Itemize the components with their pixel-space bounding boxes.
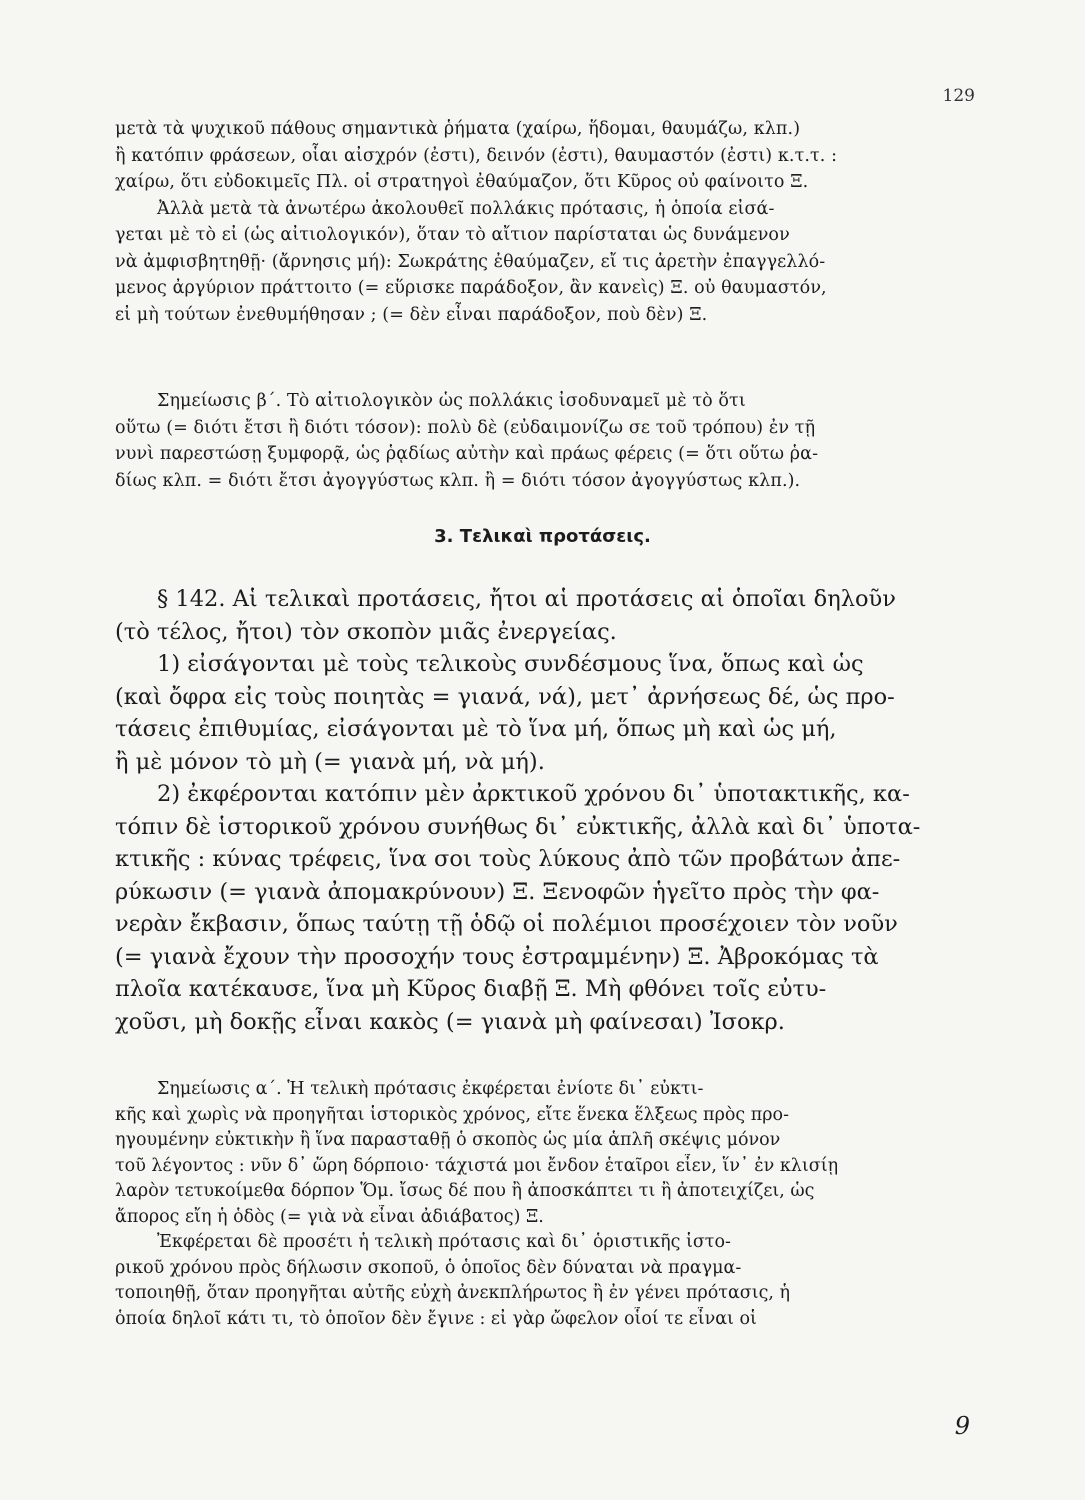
text-line: 1) εἰσάγονται μὲ τοὺς τελικοὺς συνδέσμους ἵνα, ὅπως καὶ ὡς (157, 651, 864, 677)
text-line: ἢ μὲ μόνον τὸ μὴ (= γιανὰ μή, νὰ μή). (115, 748, 545, 775)
text-line: τοποιηθῇ, ὅταν προηγῆται αὐτῆς εὐχὴ ἀνεκπλήρωτος ἢ ἐν γένει πρότασις, ἡ (115, 1283, 791, 1303)
text-line: γεται μὲ τὸ εἰ (ὡς αἰτιολογικόν), ὅταν τὸ αἴτιον παρίσταται ὡς δυνάμενον (115, 225, 790, 245)
page-number: 129 (942, 86, 975, 106)
text-line: χοῦσι, μὴ δοκῇς εἶναι κακὸς (= γιανὰ μὴ φαίνεσαι) Ἰσοκρ. (115, 1008, 785, 1035)
text-line: νερὰν ἔκβασιν, ὅπως ταύτῃ τῇ ὁδῷ οἱ πολέμιοι προσέχοιεν τὸν νοῦν (115, 911, 898, 937)
section-title: 3. Τελικαὶ προτάσεις. (434, 526, 651, 547)
text-line: 2) ἐκφέρονται κατόπιν μὲν ἀρκτικοῦ χρόνου δι᾽ ὑποτακτικῆς, κα- (157, 781, 910, 807)
note-beta (115, 388, 985, 494)
text-line: νὰ ἀμφισβητηθῇ· (ἄρνησις μή): Σωκράτης ἐθαύμαζεν, εἴ τις ἀρετὴν ἐπαγγελλό- (115, 251, 826, 272)
signature-mark: 9 (954, 1412, 970, 1440)
text-line: τάσεις ἐπιθυμίας, εἰσάγονται μὲ τὸ ἵνα μή, ὅπως μὴ καὶ ὡς μή, (115, 716, 837, 742)
text-line: μενος ἀργύριον πράττοιτο (= εὕρισκε παράδοξον, ἂν κανεὶς) Ξ. οὐ θαυμαστόν, (115, 278, 827, 298)
text-line: ρικοῦ χρόνου πρὸς δήλωσιν σκοποῦ, ὁ ὁποῖος δὲν δύναται νὰ πραγμα- (115, 1257, 742, 1278)
text-line: δίως κλπ. = διότι ἔτσι ἀγογγύστως κλπ. ἢ = διότι τόσον ἀγογγύστως κλπ.). (115, 470, 801, 491)
text-line: ηγουμένην εὐκτικὴν ἢ ἵνα παρασταθῇ ὁ σκοπὸς ὡς μία ἁπλῆ σκέψις μόνον (115, 1130, 781, 1150)
text-line: ἄπορος εἴη ἡ ὁδὸς (= γιὰ νὰ εἶναι ἀδιάβατος) Ξ. (115, 1206, 544, 1227)
text-line: τοῦ λέγοντος : νῦν δ᾽ ὥρη δόρποιο· τάχιστά μοι ἔνδον ἑταῖροι εἶεν, ἵν᾽ ἐν κλισίῃ (115, 1155, 839, 1176)
text-line: νυνὶ παρεστώσῃ ξυμφορᾷ, ὡς ῥᾳδίως αὐτὴν καὶ πράως φέρεις (= ὅτι οὕτω ῥα- (115, 444, 819, 464)
text-line: § 142. Αἱ τελικαὶ προτάσεις, ἤτοι αἱ προτάσεις αἱ ὁποῖαι δηλοῦν (157, 586, 896, 612)
text-line: Ἐκφέρεται δὲ προσέτι ἡ τελικὴ πρότασις καὶ δι᾽ ὁριστικῆς ἱστο- (157, 1232, 731, 1252)
text-line: κῆς καὶ χωρὶς νὰ προηγῆται ἱστορικὸς χρόνος, εἴτε ἕνεκα ἕλξεως πρὸς προ- (115, 1104, 789, 1125)
text-line: (= γιανὰ ἔχουν τὴν προσοχήν τους ἐστραμμένην) Ξ. Ἀβροκόμας τὰ (115, 943, 879, 970)
text-line: τόπιν δὲ ἱστορικοῦ χρόνου συνήθως δι᾽ εὐκτικῆς, ἀλλὰ καὶ δι᾽ ὑποτα- (115, 813, 921, 840)
text-line: (τὸ τέλος, ἤτοι) τὸν σκοπὸν μιᾶς ἐνεργείας. (115, 618, 617, 645)
note-alpha (115, 1077, 985, 1332)
text-line: οὕτω (= διότι ἔτσι ἢ διότι τόσον): πολὺ δὲ (εὐδαιμονίζω σε τοῦ τρόπου) ἐν τῇ (115, 417, 816, 438)
text-line: κτικῆς : κύνας τρέφεις, ἵνα σοι τοὺς λύκους ἀπὸ τῶν προβάτων ἀπε- (115, 846, 901, 872)
text-line: πλοῖα κατέκαυσε, ἵνα μὴ Κῦρος διαβῇ Ξ. Μὴ φθόνει τοῖς εὐτυ- (115, 976, 827, 1002)
text-line: εἰ μὴ τούτων ἐνεθυμήθησαν ; (= δὲν εἶναι παράδοξον, ποὺ δὲν) Ξ. (115, 304, 708, 325)
text-line: ὁποία δηλοῖ κάτι τι, τὸ ὁποῖον δὲν ἔγινε : εἰ γὰρ ὤφελον οἷοί τε εἶναι οἱ (115, 1308, 757, 1329)
text-line: ἢ κατόπιν φράσεων, οἷαι αἰσχρόν (ἐστι), δεινόν (ἐστι), θαυμαστόν (ἐστι) κ.τ.τ. : (115, 145, 838, 166)
text-line: ρύκωσιν (= γιανὰ ἀπομακρύνουν) Ξ. Ξενοφῶν ἡγεῖτο πρὸς τὴν φα- (115, 878, 880, 905)
text-line: χαίρω, ὅτι εὐδοκιμεῖς Πλ. οἱ στρατηγοὶ ἐθαύμαζον, ὅτι Κῦρος οὐ φαίνοιτο Ξ. (115, 172, 809, 192)
text-line: λαρὸν τετυκοίμεθα δόρπον Ὅμ. ἴσως δέ που ἢ ἀποσκάπτει τι ἢ ἀποτειχίζει, ὡς (115, 1181, 815, 1201)
text-line: Σημείωσις α΄. Ἡ τελικὴ πρότασις ἐκφέρεται ἐνίοτε δι᾽ εὐκτι- (157, 1079, 704, 1099)
text-line: (καὶ ὄφρα εἰς τοὺς ποιητὰς = γιανά, νά), μετ᾽ ἀρνήσεως δέ, ὡς προ- (115, 683, 895, 710)
text-line: μετὰ τὰ ψυχικοῦ πάθους σημαντικὰ ῥήματα (χαίρω, ἥδομαι, θαυμάζω, κλπ.) (115, 119, 801, 139)
text-line: Σημείωσις β΄. Τὸ αἰτιολογικὸν ὡς πολλάκις ἰσοδυναμεῖ μὲ τὸ ὅτι (157, 391, 746, 411)
section-142 (115, 583, 985, 1038)
paragraph-causal-clauses (115, 116, 985, 328)
text-line: Ἀλλὰ μετὰ τὰ ἀνωτέρω ἀκολουθεῖ πολλάκις πρότασις, ἡ ὁποία εἰσά- (157, 198, 775, 219)
